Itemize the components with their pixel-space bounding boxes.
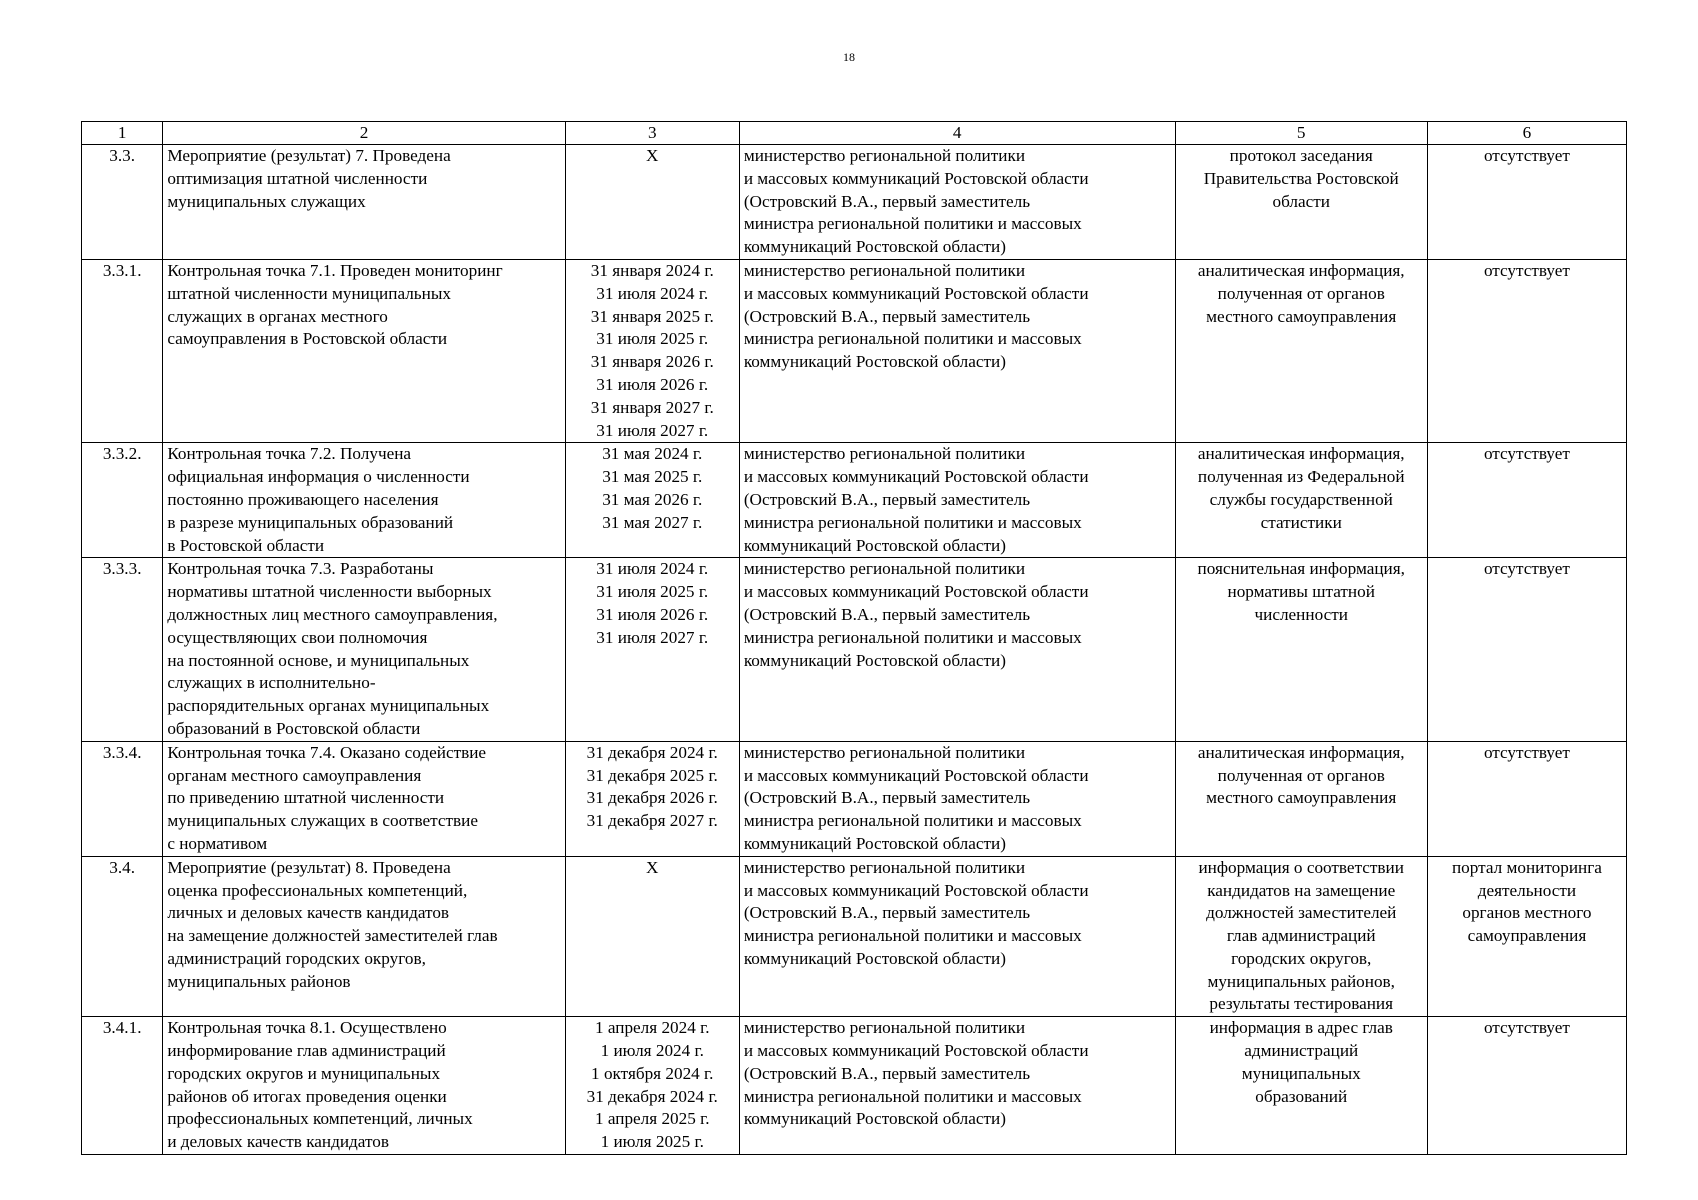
row-deadlines [565,259,739,442]
text-line: и деловых качеств кандидатов [167,1132,389,1152]
text-line: Х [646,146,659,165]
text-line: и массовых коммуникаций Ростовской области [743,283,1089,303]
column-number: 3 [565,122,739,145]
text-line: коммуникаций Ростовской области) [743,352,1006,372]
text-line: (Островский В.А., первый заместитель [743,604,1031,624]
row-responsible [739,856,1175,1017]
row-info-system [1427,259,1626,442]
text-line: на постоянной основе, и муниципальных [167,650,470,670]
text-line: портал мониторинга [1451,857,1602,877]
row-number: 3.3. [82,145,163,260]
row-deadlines [565,856,739,1017]
text-line: на замещение должностей заместителей глав [167,926,498,946]
row-document [1175,856,1427,1017]
text-line: 31 июля 2026 г. [596,604,709,624]
text-line: информация о соответствии [1198,857,1404,877]
text-line: 1 октября 2024 г. [591,1063,714,1083]
text-line: министра региональной политики и массовых [743,214,1082,234]
row-document [1175,259,1427,442]
table-row [82,1017,1627,1155]
row-responsible [739,1017,1175,1155]
row-deadlines [565,741,739,856]
text-line: районов об итогах проведения оценки [167,1086,447,1106]
text-line: муниципальных районов, [1207,971,1395,991]
text-line: Контрольная точка 7.2. Получена [167,444,412,464]
text-line: министерство региональной политики [743,857,1026,877]
text-line: 31 июля 2024 г. [596,559,709,579]
row-number: 3.3.3. [82,558,163,741]
text-line: самоуправления в Ростовской области [167,329,448,349]
text-line: 1 апреля 2024 г. [594,1018,710,1038]
row-description [163,259,565,442]
text-line: Мероприятие (результат) 7. Проведена [167,146,451,165]
text-line: отсутствует [1483,1018,1570,1038]
row-info-system [1427,145,1626,260]
text-line: коммуникаций Ростовской области) [743,948,1006,968]
column-number: 5 [1175,122,1427,145]
column-number: 6 [1427,122,1626,145]
text-line: Контрольная точка 7.4. Оказано содействие [167,742,487,762]
row-document [1175,145,1427,260]
text-line: в разрезе муниципальных образований [167,512,454,532]
row-info-system [1427,558,1626,741]
text-line: Контрольная точка 7.3. Разработаны [167,559,434,579]
text-line: 1 июля 2025 г. [600,1132,704,1152]
row-document [1175,1017,1427,1155]
text-line: в Ростовской области [167,535,325,555]
text-line: министра региональной политики и массовых [743,512,1082,532]
row-info-system [1427,741,1626,856]
text-line: муниципальных служащих в соответствие [167,811,478,831]
row-number: 3.4.1. [82,1017,163,1155]
row-document [1175,558,1427,741]
text-line: 31 декабря 2024 г. [586,1086,718,1106]
text-line: аналитическая информация, [1197,260,1405,280]
text-line: коммуникаций Ростовской области) [743,833,1006,853]
text-line: 31 декабря 2025 г. [586,765,718,785]
text-line: (Островский В.А., первый заместитель [743,306,1031,326]
row-number: 3.3.2. [82,443,163,558]
text-line: личных и деловых качеств кандидатов [167,903,450,923]
text-line: администраций городских округов, [167,948,426,968]
row-deadlines [565,558,739,741]
text-line: 31 декабря 2027 г. [586,811,718,831]
text-line: профессиональных компетенций, личных [167,1109,473,1129]
column-number: 2 [163,122,565,145]
text-line: должностных лиц местного самоуправления, [167,604,498,624]
text-line: официальная информация о численности [167,467,470,487]
text-line: аналитическая информация, [1197,742,1405,762]
text-line: информирование глав администраций [167,1041,446,1061]
text-line: 31 января 2026 г. [590,352,714,372]
text-line: министерство региональной политики [743,559,1026,579]
text-line: служащих в исполнительно- [167,673,376,693]
text-line: Х [646,857,659,877]
text-line: с нормативом [167,833,268,853]
text-line: 31 июля 2025 г. [596,582,709,602]
text-line: муниципальных [1241,1063,1361,1083]
text-line: министерство региональной политики [743,260,1026,280]
column-number: 1 [82,122,163,145]
row-deadlines [565,443,739,558]
text-line: по приведению штатной численности [167,788,445,808]
text-line: нормативы штатной численности выборных [167,582,492,602]
text-line: служащих в органах местного [167,306,388,326]
text-line: постоянно проживающего населения [167,489,439,509]
text-line: министра региональной политики и массовых [743,1086,1082,1106]
text-line: и массовых коммуникаций Ростовской области [743,1041,1089,1061]
text-line: Контрольная точка 8.1. Осуществлено [167,1018,447,1038]
text-line: полученная от органов [1217,765,1385,785]
row-info-system [1427,1017,1626,1155]
text-line: кандидатов на замещение [1207,880,1396,900]
text-line: глав администраций [1226,926,1376,946]
text-line: 31 июля 2027 г. [596,420,709,440]
text-line: аналитическая информация, [1197,444,1405,464]
text-line: городских округов и муниципальных [167,1063,441,1083]
text-line: (Островский В.А., первый заместитель [743,489,1031,509]
text-line: 31 мая 2025 г. [602,467,703,487]
table-body [82,145,1627,1155]
text-line: результаты тестирования [1209,994,1394,1014]
row-number: 3.4. [82,856,163,1017]
row-description [163,856,565,1017]
text-line: министерство региональной политики [743,742,1026,762]
text-line: (Островский В.А., первый заместитель [743,903,1031,923]
text-line: образований в Ростовской области [167,718,421,738]
row-description [163,443,565,558]
text-line: (Островский В.А., первый заместитель [743,788,1031,808]
text-line: штатной численности муниципальных [167,283,451,303]
text-line: городских округов, [1231,948,1372,968]
table-row [82,145,1627,260]
text-line: и массовых коммуникаций Ростовской области [743,582,1089,602]
text-line: администраций [1244,1041,1359,1061]
row-responsible [739,145,1175,260]
text-line: отсутствует [1483,742,1570,762]
text-line: коммуникаций Ростовской области) [743,650,1006,670]
table-row [82,443,1627,558]
text-line: протокол заседания [1229,146,1373,165]
text-line: коммуникаций Ростовской области) [743,237,1006,257]
text-line: 31 января 2025 г. [590,306,714,326]
text-line: полученная из Федеральной [1197,467,1405,487]
text-line: Мероприятие (результат) 8. Проведена [167,857,451,877]
text-line: министра региональной политики и массовых [743,926,1082,946]
text-line: 31 декабря 2024 г. [586,742,718,762]
text-line: 31 мая 2027 г. [602,512,703,532]
row-number: 3.3.4. [82,741,163,856]
text-line: местного самоуправления [1206,788,1397,808]
page-number: 18 [843,50,855,64]
text-line: оценка профессиональных компетенций, [167,880,468,900]
text-line: 31 июля 2027 г. [596,627,709,647]
text-line: и массовых коммуникаций Ростовской области [743,765,1089,785]
text-line: муниципальных районов [167,971,351,991]
row-deadlines [565,145,739,260]
text-line: численности [1254,604,1348,624]
row-responsible [739,558,1175,741]
row-responsible [739,259,1175,442]
text-line: министерство региональной политики [743,146,1026,165]
column-number: 4 [739,122,1175,145]
text-line: муниципальных служащих [167,191,366,211]
text-line: 31 декабря 2026 г. [586,788,718,808]
text-line: отсутствует [1483,559,1570,579]
row-description [163,741,565,856]
text-line: 31 мая 2026 г. [602,489,703,509]
table-row [82,741,1627,856]
table-row [82,259,1627,442]
text-line: деятельности [1477,880,1577,900]
text-line: службы государственной [1209,489,1393,509]
text-line: отсутствует [1483,260,1570,280]
text-line: местного самоуправления [1206,306,1397,326]
text-line: органов местного [1462,903,1592,923]
row-responsible [739,741,1175,856]
text-line: образований [1255,1086,1348,1106]
row-document [1175,741,1427,856]
text-line: самоуправления [1467,926,1587,946]
text-line: Правительства Ростовской [1203,168,1399,188]
text-line: нормативы штатной [1227,582,1375,602]
text-line: Контрольная точка 7.1. Проведен мониторинг [167,260,503,280]
text-line: и массовых коммуникаций Ростовской области [743,467,1089,487]
column-number-row [82,122,1627,145]
text-line: министра региональной политики и массовых [743,627,1082,647]
text-line: отсутствует [1483,146,1570,165]
row-description [163,1017,565,1155]
text-line: (Островский В.А., первый заместитель [743,1063,1031,1083]
row-deadlines [565,1017,739,1155]
row-number: 3.3.1. [82,259,163,442]
text-line: оптимизация штатной численности [167,168,428,188]
text-line: 31 июля 2025 г. [596,329,709,349]
table-row [82,856,1627,1017]
text-line: министерство региональной политики [743,1018,1026,1038]
text-line: министра региональной политики и массовых [743,329,1082,349]
text-line: органам местного самоуправления [167,765,422,785]
text-line: (Островский В.А., первый заместитель [743,191,1031,211]
text-line: распорядительных органах муниципальных [167,696,490,716]
text-line: коммуникаций Ростовской области) [743,535,1006,555]
text-line: статистики [1260,512,1342,532]
row-description [163,145,565,260]
text-line: министра региональной политики и массовых [743,811,1082,831]
row-description [163,558,565,741]
text-line: 31 января 2024 г. [590,260,714,280]
text-line: и массовых коммуникаций Ростовской области [743,880,1089,900]
table-row [82,558,1627,741]
text-line: осуществляющих свои полномочия [167,627,428,647]
text-line: 31 мая 2024 г. [602,444,703,464]
text-line: коммуникаций Ростовской области) [743,1109,1006,1129]
text-line: 1 июля 2024 г. [600,1041,704,1061]
text-line: пояснительная информация, [1197,559,1405,579]
text-line: министерство региональной политики [743,444,1026,464]
text-line: информация в адрес глав [1209,1018,1393,1038]
row-info-system [1427,443,1626,558]
text-line: должностей заместителей [1206,903,1397,923]
text-line: 31 июля 2024 г. [596,283,709,303]
text-line: 31 января 2027 г. [590,397,714,417]
document-table [81,121,1627,1155]
text-line: и массовых коммуникаций Ростовской области [743,168,1089,188]
row-info-system [1427,856,1626,1017]
text-line: 31 июля 2026 г. [596,374,709,394]
text-line: 1 апреля 2025 г. [594,1109,710,1129]
text-line: отсутствует [1483,444,1570,464]
row-document [1175,443,1427,558]
text-line: полученная от органов [1217,283,1385,303]
text-line: области [1272,191,1330,211]
row-responsible [739,443,1175,558]
